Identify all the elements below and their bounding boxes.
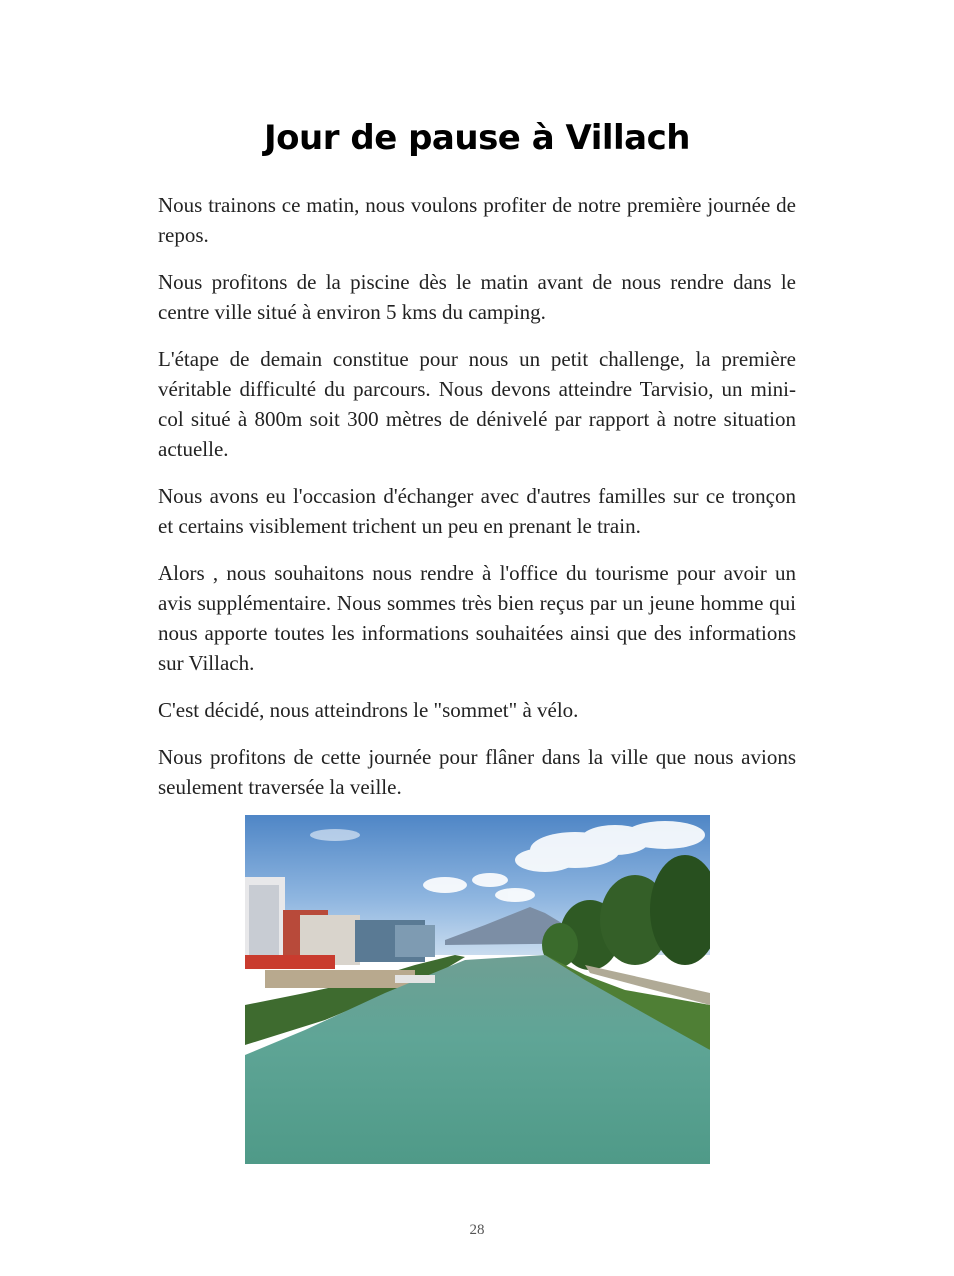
body-text [158, 190, 796, 819]
paragraph: L'étape de demain constitue pour nous un petit challenge, la première véritable difficulté du parcours. Nous devons atteindre Tarvisio, un mini-col situé à 800m soit 300 mètres de dénivelé par rapport à notre situation actuelle. [158, 347, 796, 461]
river-photo [245, 815, 710, 1164]
paragraph: Nous profitons de cette journée pour flâner dans la ville que nous avions seulement traversée la veille. [158, 745, 796, 799]
paragraph: C'est décidé, nous atteindrons le "sommet" à vélo. [158, 698, 579, 722]
page-title: Jour de pause à Villach [264, 118, 690, 158]
river-photo-illustration [245, 815, 710, 1164]
paragraph: Alors , nous souhaitons nous rendre à l'office du tourisme pour avoir un avis supplémentaire. Nous sommes très bien reçus par un jeune homme qui nous apporte toutes les informations souhaitées ainsi que des informations sur Villach. [158, 561, 796, 675]
paragraph: Nous trainons ce matin, nous voulons profiter de notre première journée de repos. [158, 193, 796, 247]
boat [395, 975, 435, 983]
paragraph: Nous profitons de la piscine dès le matin avant de nous rendre dans le centre ville situé à environ 5 kms du camping. [158, 270, 796, 324]
page-number: 28 [469, 1222, 485, 1238]
paragraph: Nous avons eu l'occasion d'échanger avec d'autres familles sur ce tronçon et certains visiblement trichent un peu en prenant le train. [158, 484, 796, 538]
